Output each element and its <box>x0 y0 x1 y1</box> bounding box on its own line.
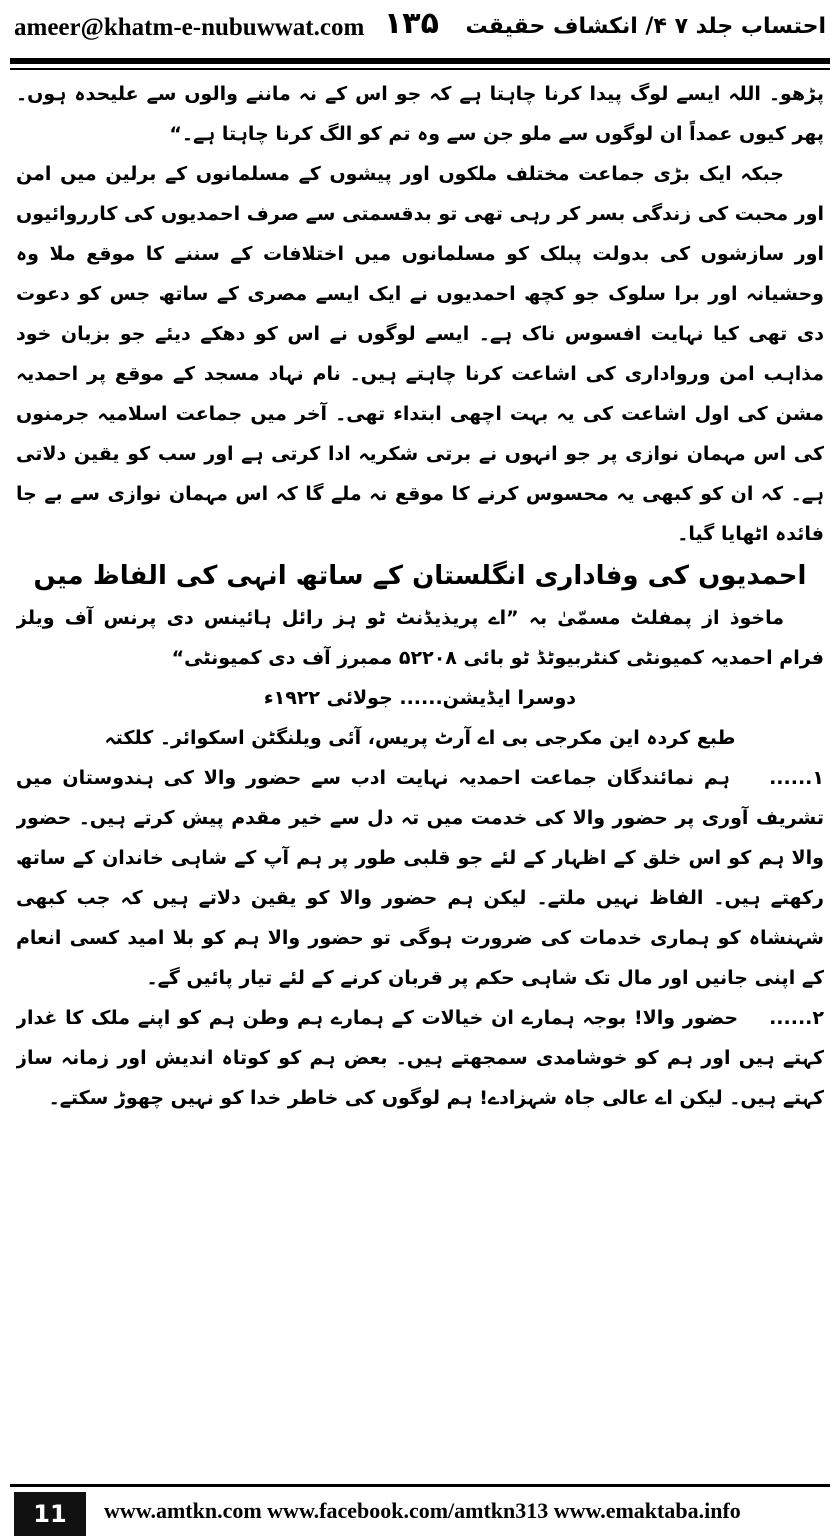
header-rule-thin <box>10 68 830 70</box>
paragraph-berlin: جبکہ ایک بڑی جماعت مختلف ملکوں اور پیشوں کے مسلمانوں کے برلین میں امن اور محبت کی زندگی بسر کر رہی تھی تو بدقسمتی سے صرف احمدیوں کی کارروائیوں اور سازشوں کی بدولت پبلک کو مسلمانوں میں اختلافات کے سننے کا موقع ملا وہ وحشیانہ اور برا سلوک جو کچھ احمدیوں نے ایک ایسے مصری کے ساتھ جس کو دعوت دی تھی کیا نہایت افسوس ناک ہے۔ ایسے لوگوں نے اس کو دھکے دیئے جو بزبان خود مذاہب امن ورواداری کی اشاعت کرنا چاہتے ہیں۔ نام نہاد مسجد کے موقع پر احمدیہ مشن کی اول اشاعت کی یہ بہت اچھی ابتداء تھی۔ آخر میں جماعت اسلامیہ جرمنوں کی اس مہمان نوازی پر جو انہوں نے برتی شکریہ ادا کرتی ہے اور سب کو یقین دلاتی ہے۔ کہ ان کو کبھی یہ محسوس کرنے کا موقع نہ ملے گا کہ اس مہمان نوازی سے بے جا فائدہ اٹھایا گیا۔ <box>16 163 824 545</box>
header-email: ameer@khatm-e-nubuwwat.com <box>14 14 365 41</box>
numbered-item-2 <box>16 998 824 1118</box>
source-line: ماخوذ از پمفلٹ مسمّیٰ بہ ”اے پریذیڈنٹ ٹو ہز رائل ہائینس دی پرنس آف ویلز فرام احمدیہ کمیونٹی کنٹربیوٹڈ ٹو بائی ۵۲۲۰۸ ممبرز آف دی کمیونٹی“ <box>16 607 824 669</box>
item-1-number: ۱...... <box>769 767 824 789</box>
header-rule-thick <box>10 58 830 64</box>
section-heading: احمدیوں کی وفاداری انگلستان کے ساتھ انہی کی الفاظ میں <box>33 561 807 591</box>
page-footer <box>0 1484 840 1540</box>
footer-page-number: 11 <box>14 1492 86 1536</box>
item-2-text: حضور والا! بوجہ ہمارے ان خیالات کے ہمارے ہم وطن ہم کو اپنے ملک کا غدار کہتے ہیں اور ہم کو خوشامدی سمجھتے ہیں۔ بعض ہم کو کوتاہ اندیش اور زمانہ ساز کہتے ہیں۔ لیکن اے عالی جاہ شہزادے! ہم لوگوں کی خاطر خدا کو نہیں چھوڑ سکتے۔ <box>16 1007 824 1109</box>
header-book-title: احتساب جلد ۷ ۴/ انکشاف حقیقت <box>465 14 826 39</box>
header-page-number: ۱۳۵ <box>384 6 439 41</box>
page-header <box>0 0 840 56</box>
footer-rule <box>10 1484 830 1487</box>
edition-line: دوسرا ایڈیشن...... جولائی ۱۹۲۲ء <box>263 687 577 709</box>
printer-line: طبع کردہ این مکرجی بی اے آرٹ پریس، آئی ویلنگٹن اسکوائر۔ کلکتہ <box>104 727 736 749</box>
item-1-text: ہم نمائندگان جماعت احمدیہ نہایت ادب سے حضور والا کی ہندوستان میں تشریف آوری پر حضور والا کی خدمت میں تہ دل سے خیر مقدم پیش کرتے ہیں۔ حضور والا ہم کو اس خلق کے اظہار کے لئے جو قلبی طور پر ہم آپ کے شاہی خاندان کے ساتھ رکھتے ہیں۔ الفاظ نہیں ملتے۔ لیکن ہم حضور والا کو یقین دلاتے ہیں کہ جب کبھی شہنشاہ کو ہماری خدمات کی ضرورت ہوگی تو حضور والا ہم کو بلا امید کسی انعام کے اپنی جانیں اور مال تک شاہی حکم پر قربان کرنے کے لئے تیار پائیں گے۔ <box>16 767 824 989</box>
page-body <box>16 74 824 1444</box>
item-2-number: ۲...... <box>769 1007 824 1029</box>
numbered-item-1 <box>16 758 824 998</box>
footer-links[interactable]: www.amtkn.com www.facebook.com/amtkn313 www.emaktaba.info <box>104 1498 741 1523</box>
paragraph-quote-end: پڑھو۔ اللہ ایسے لوگ پیدا کرنا چاہتا ہے کہ جو اس کے نہ ماننے والوں سے علیحدہ ہوں۔ پھر کیوں عمداً ان لوگوں سے ملو جن سے وہ تم کو الگ کرنا چاہتا ہے۔“ <box>16 83 824 145</box>
